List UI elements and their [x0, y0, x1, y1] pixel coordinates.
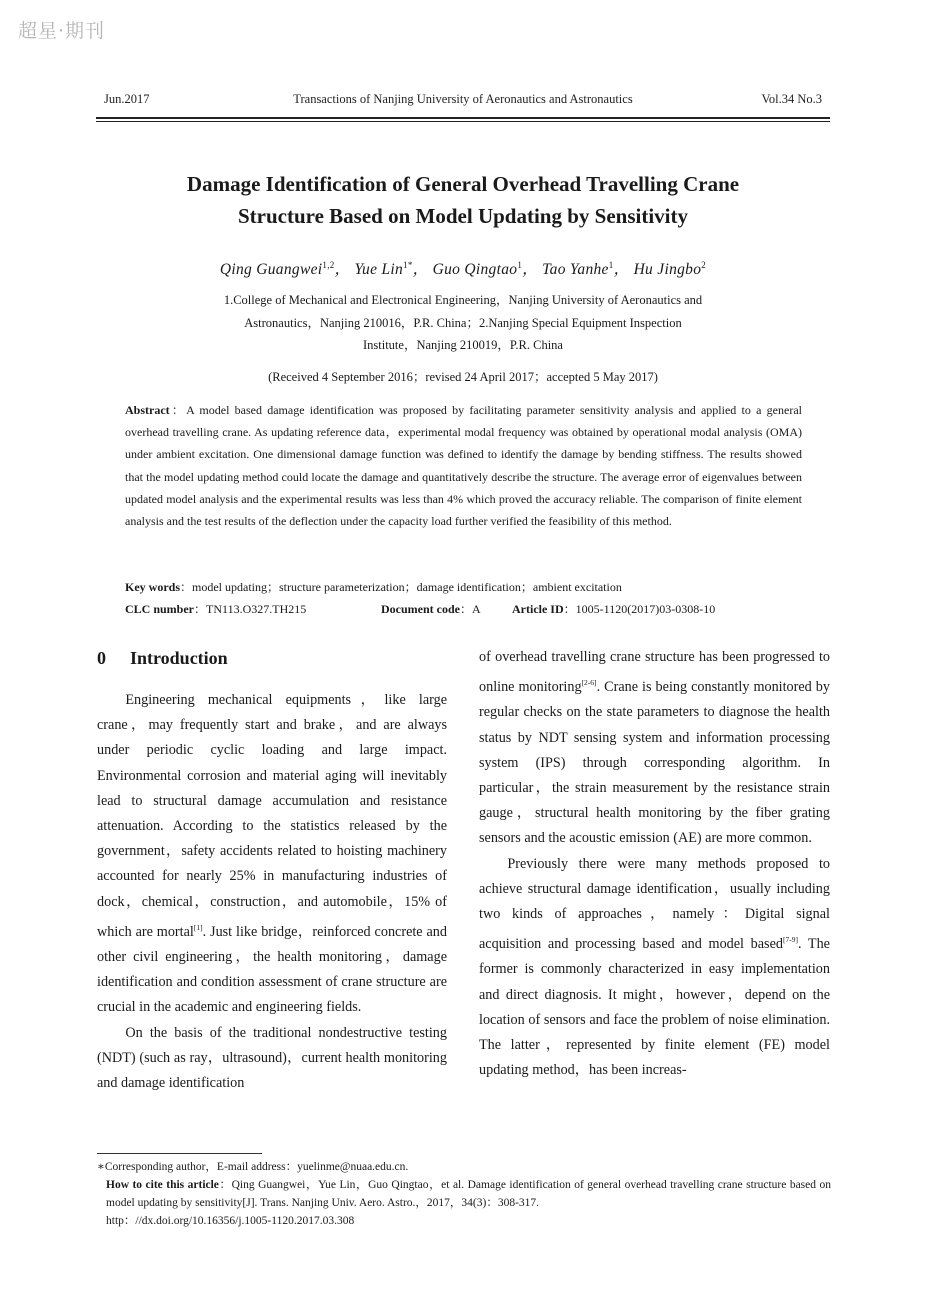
paragraph-text: of overhead travelling crane structure has been progressed to online monitoring [479, 649, 830, 696]
paragraph-continued [479, 645, 830, 852]
keywords [125, 578, 802, 595]
abstract-label: Abstract [125, 403, 170, 417]
affiliation-line: Astronautics，Nanjing 210016，P.R. China；2.Nanjing Special Equipment Inspection [244, 315, 682, 330]
footnote-rule [97, 1153, 262, 1154]
clc-value: ：TN113.O327.TH215 [194, 602, 307, 616]
affiliation-line: 1.College of Mechanical and Electronical Engineering，Nanjing University of Aeronautics and [223, 293, 703, 307]
affiliations [180, 289, 746, 357]
section-title: Introduction [130, 648, 228, 668]
author-separator: ， [412, 261, 429, 278]
author-separator: ， [334, 261, 351, 278]
doi-link[interactable]: http：//dx.doi.org/10.16356/j.1005-1120.2017.03.308 [106, 1215, 355, 1227]
paper-title [96, 168, 830, 232]
author-name: Yue Lin [354, 261, 404, 278]
keywords-text: ：model updating；structure parameterization；damage identification；ambient excitation [180, 580, 622, 594]
right-column [479, 645, 830, 1083]
citation-ref[interactable]: [2-6] [581, 678, 597, 688]
header-volume: Vol.34 No.3 [761, 92, 822, 106]
paragraph-text: Engineering mechanical equipments，like large crane，may frequently start and brake，and are always under periodic cyclic loading and large impact. Environmental corrosion and material aging will inevitably lead to structural damage accumulation and resistance attenuation. According to the statistics released by the government，safety accidents related to hoisting machinery accounted for nearly 25% in manufacturing industries of dock，chemical，construction，and automobile，15% of which are mortal [97, 692, 447, 940]
doc-code-value: ：A [459, 602, 481, 616]
watermark: 超星·期刊 [18, 20, 106, 42]
paragraph-text: . Crane is being constantly monitored by regular checks on the state parameters to diagnose the health status by NDT sensing system and information processing system (IPS) through corresponding algorithm. In particular，the strain measurement by the resistance strain gauge，structural health monitoring by the fiber grating sensors and the acoustic emission (AE) are more common. [479, 679, 830, 847]
author-separator: ， [522, 261, 538, 278]
left-column [97, 688, 447, 1096]
section-number: 0 [97, 648, 106, 668]
abstract [125, 399, 802, 532]
section-heading [97, 648, 228, 669]
author-affil-mark: 1 [608, 259, 614, 270]
clc-label: CLC number [125, 602, 195, 616]
article-id [512, 600, 715, 617]
header-rule-thin [96, 121, 830, 122]
title-line-2: Structure Based on Model Updating by Sensitivity [238, 204, 688, 228]
author-name: Qing Guangwei [219, 261, 323, 278]
header-rule-thick [96, 117, 830, 119]
paragraph: On the basis of the traditional nondestructive testing (NDT) (such as ray，ultrasound)，current health monitoring and damage identification [97, 1024, 447, 1092]
cite-text: ：Qing Guangwei，Yue Lin，Guo Qingtao，et al. Damage identification of general overhead travelling crane structure based on model updating by sensitivity[J]. Trans. Nanjing Univ. Aero. Astro.，2017，34(3)：308-317. [106, 1179, 831, 1209]
paragraph-text: . The former is commonly characterized in easy implementation and direct diagnosis. It might，however，depend on the location of sensors and face the problem of noise elimination. The latter，represented by finite element (FE) model updating method，has been increas- [479, 936, 830, 1079]
author-list [96, 257, 830, 279]
doc-code-label: Document code [381, 602, 460, 616]
footnotes [97, 1158, 831, 1230]
author-affil-mark: 1* [403, 259, 413, 270]
paragraph-text: Previously there were many methods proposed to achieve structural damage identification，usually including two kinds of approaches，namely：Digital signal acquisition and processing based and model based [479, 855, 830, 953]
abstract-text: ：A model based damage identification was proposed by facilitating parameter sensitivity analysis and applied to a general overhead travelling crane. As updating reference data，experimental modal frequency was obtained by operational modal analysis (OMA) under ambient excitation. One dimensional damage function was defined to identify the damage by bending stiffness. The results showed that the model updating method could locate the damage and quantitatively describe the structure. The average error of eigenvalues between updated model analysis and the experimental results was less than 4% which proved the accuracy reliable. The comparison of finite element analysis and the test results of the deflection under the capacity load further verified the feasibility of this method. [125, 403, 802, 529]
clc-number [125, 600, 306, 617]
article-id-value: ：1005-1120(2017)03-0308-10 [563, 602, 716, 616]
corresponding-author: ∗Corresponding author，E-mail address：yuelinme@nuaa.edu.cn. [97, 1161, 409, 1173]
header-date: Jun.2017 [104, 92, 150, 106]
author-name: Hu Jingbo [633, 261, 702, 278]
paragraph [479, 852, 830, 1084]
received-dates: (Received 4 September 2016；revised 24 April 2017；accepted 5 May 2017) [268, 370, 658, 384]
author-separator: ， [613, 261, 630, 278]
paragraph [97, 688, 447, 1021]
author-name: Tao Yanhe [542, 261, 609, 278]
paragraph-text: . Just like bridge，reinforced concrete and other civil engineering，the health monitoring，damage identification and condition assessment of crane structure are crucial in the academic and engineering fields. [97, 923, 447, 1016]
document-code [381, 600, 481, 617]
cite-this-article [97, 1176, 831, 1212]
keywords-label: Key words [125, 580, 180, 594]
citation-ref[interactable]: [7-9] [782, 935, 798, 945]
author-affil-mark: 1 [517, 259, 523, 270]
article-id-label: Article ID [512, 602, 564, 616]
affiliation-line: Institute，Nanjing 210019，P.R. China [362, 338, 563, 352]
citation-ref[interactable]: [1] [193, 922, 203, 932]
header-journal: Transactions of Nanjing University of Aeronautics and Astronautics [293, 92, 633, 106]
author-name: Guo Qingtao [432, 261, 518, 278]
cite-label: How to cite this article [106, 1179, 219, 1191]
author-affil-mark: 2 [701, 259, 707, 270]
author-affil-mark: 1,2 [322, 259, 335, 270]
title-line-1: Damage Identification of General Overhead Travelling Crane [186, 172, 740, 196]
